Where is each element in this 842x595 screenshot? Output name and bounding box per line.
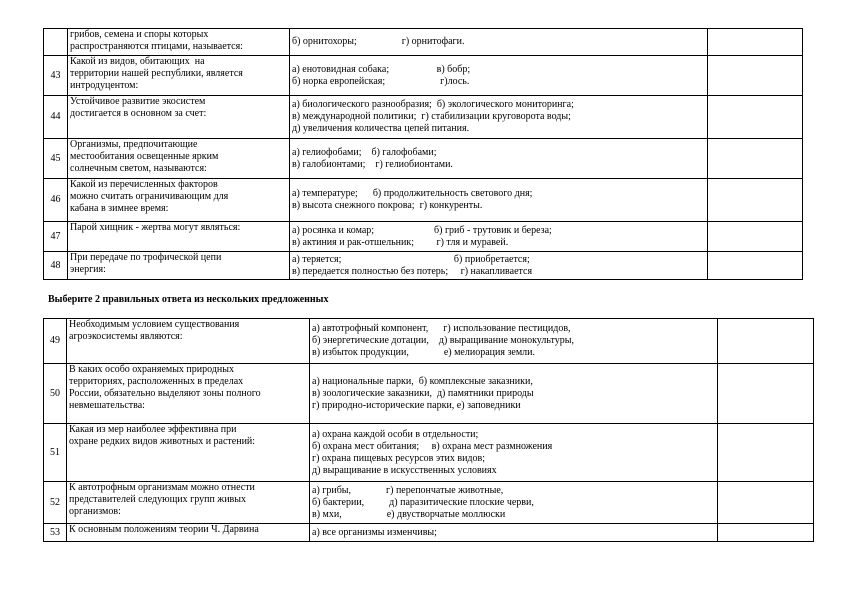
answer-options (310, 319, 718, 364)
question-line: представителей следующих групп живых (69, 494, 246, 505)
answer-option-line: б) норка европейская; г)лось. (292, 75, 470, 87)
answer-option-line: в) высота снежного покрова; г) конкуренты. (292, 200, 483, 211)
question-line: можно считать ограничивающим для (70, 191, 229, 202)
question-line: Устойчивое развитие экосистем (70, 96, 206, 107)
question-row (44, 139, 803, 179)
question-line: К автотрофным организмам можно отнести (69, 482, 255, 493)
question-number: 46 (44, 179, 68, 222)
answer-options (290, 222, 708, 252)
question-text (67, 482, 310, 524)
question-number: 45 (44, 139, 68, 179)
question-line: грибов, семена и споры которых (70, 29, 209, 40)
answer-cell[interactable] (718, 482, 814, 524)
answer-option-line: в) зоологические заказники, д) памятники природы (312, 387, 534, 399)
answer-options (310, 482, 718, 524)
question-number: 44 (44, 96, 68, 139)
question-row (44, 524, 814, 542)
answer-option-line: б) орнитохоры; г) орнитофаги. (292, 36, 465, 47)
question-text (68, 56, 290, 96)
question-number: 53 (44, 524, 67, 542)
question-line: Какой из перечисленных факторов (70, 179, 218, 190)
question-text (68, 139, 290, 179)
question-line: интродуцентом: (70, 80, 139, 91)
answer-option-line: а) температуре; б) продолжительность светового дня; (292, 188, 533, 199)
question-line: невмешательства: (69, 400, 145, 411)
answer-options (310, 524, 718, 542)
question-number: 48 (44, 252, 68, 280)
question-text (68, 29, 290, 56)
answer-option-line: а) теряется; б) приобретается; (292, 253, 530, 265)
questions-table-2 (43, 318, 814, 542)
answer-option-line: г) природно-исторические парки, е) заповедники (312, 399, 521, 411)
answer-option-line: а) гелиофобами; б) галофобами; (292, 146, 437, 158)
answer-option-line: а) биологического разнообразия; б) экологического мониторинга; (292, 99, 574, 110)
answer-option-line: в) передается полностью без потерь; г) накапливается (292, 265, 533, 277)
answer-option-line: а) все организмы изменчивы; (312, 526, 437, 538)
answer-cell[interactable] (708, 56, 803, 96)
answer-cell[interactable] (708, 29, 803, 56)
question-line: распространяются птицами, называется: (70, 41, 243, 52)
answer-option-line: а) национальные парки, б) комплексные заказники, (312, 375, 533, 387)
question-text (67, 524, 310, 542)
question-text (67, 364, 310, 424)
answer-cell[interactable] (708, 139, 803, 179)
question-line: солнечным светом, называются: (70, 163, 207, 174)
answer-option-line: в) международной политики; г) стабилизации круговорота воды; (292, 111, 571, 122)
answer-options (290, 252, 708, 280)
question-text (67, 319, 310, 364)
question-text (68, 252, 290, 280)
question-line: Парой хищник - жертва могут являться: (70, 222, 241, 233)
answer-option-line: а) автотрофный компонент, г) использование пестицидов, (312, 323, 571, 334)
answer-options (290, 139, 708, 179)
answer-cell[interactable] (718, 424, 814, 482)
question-line: местообитания освещенные ярким (70, 151, 219, 162)
answer-options (290, 96, 708, 139)
answer-option-line: а) грибы, г) перепончатые животные, (312, 484, 504, 496)
question-row (44, 29, 803, 56)
question-row (44, 179, 803, 222)
answer-cell[interactable] (708, 179, 803, 222)
answer-cell[interactable] (708, 252, 803, 280)
answer-option-line: а) росянка и комар; б) гриб - трутовик и береза; (292, 224, 552, 236)
answer-option-line: д) увеличения количества цепей питания. (292, 123, 470, 134)
question-line: В каких особо охраняемых природных (69, 364, 234, 375)
question-line: Какой из видов, обитающих на (70, 56, 205, 67)
question-line: России, обязательно выделяют зоны полного (69, 388, 261, 399)
question-number (44, 29, 68, 56)
question-text (67, 424, 310, 482)
question-line: достигается в основном за счет: (70, 108, 207, 119)
answer-options (290, 29, 708, 56)
answer-cell[interactable] (708, 96, 803, 139)
question-row (44, 424, 814, 482)
question-text (68, 96, 290, 139)
question-row (44, 252, 803, 280)
answer-option-line: в) галобионтами; г) гелиобионтами. (292, 158, 453, 170)
question-row (44, 319, 814, 364)
question-line: агроэкосистемы являются: (69, 331, 183, 342)
questions-table-1 (43, 28, 803, 280)
answer-option-line: б) энергетические дотации, д) выращивание монокультуры, (312, 335, 574, 346)
answer-cell[interactable] (708, 222, 803, 252)
question-row (44, 56, 803, 96)
question-row (44, 482, 814, 524)
question-row (44, 222, 803, 252)
question-line: Необходимым условием существования (69, 319, 240, 330)
question-line: территориях, расположенных в пределах (69, 376, 244, 387)
answer-cell[interactable] (718, 524, 814, 542)
answer-option-line: в) мхи, е) двустворчатые моллюски (312, 508, 506, 520)
question-number: 51 (44, 424, 67, 482)
question-number: 49 (44, 319, 67, 364)
answer-options (310, 424, 718, 482)
question-line: территории нашей республики, является (70, 68, 243, 79)
answer-options (290, 179, 708, 222)
answer-option-line: д) выращивание в искусственных условиях (312, 464, 497, 476)
question-line: организмов: (69, 506, 121, 517)
question-line: Какая из мер наиболее эффективна при (69, 424, 237, 435)
answer-option-line: а) енотовидная собака; в) бобр; (292, 63, 471, 75)
answer-option-line: г) охрана пищевых ресурсов этих видов; (312, 452, 486, 464)
answer-option-line: в) актиния и рак-отшельник; г) тля и муравей. (292, 236, 509, 248)
answer-option-line: б) бактерии, д) паразитические плоские черви, (312, 496, 534, 508)
answer-options (310, 364, 718, 424)
answer-options (290, 56, 708, 96)
question-row (44, 364, 814, 424)
question-number: 50 (44, 364, 67, 424)
question-line: При передаче по трофической цепи (70, 252, 222, 263)
answer-cell[interactable] (718, 364, 814, 424)
instruction-text: Выберите 2 правильных ответа из нескольких предложенных (48, 294, 329, 305)
question-number: 52 (44, 482, 67, 524)
answer-option-line: в) избыток продукции, е) мелиорация земли. (312, 347, 535, 358)
answer-option-line: б) охрана мест обитания; в) охрана мест размножения (312, 440, 553, 452)
question-line: Организмы, предпочитающие (70, 139, 198, 150)
question-line: энергия: (70, 264, 106, 275)
question-number: 47 (44, 222, 68, 252)
question-line: кабана в зимнее время: (70, 203, 169, 214)
question-text (68, 179, 290, 222)
question-text (68, 222, 290, 252)
question-line: К основным положениям теории Ч. Дарвина (69, 524, 259, 535)
answer-option-line: а) охрана каждой особи в отдельности; (312, 428, 479, 440)
answer-cell[interactable] (718, 319, 814, 364)
question-line: охране редких видов животных и растений: (69, 436, 256, 447)
question-number: 43 (44, 56, 68, 96)
question-row (44, 96, 803, 139)
